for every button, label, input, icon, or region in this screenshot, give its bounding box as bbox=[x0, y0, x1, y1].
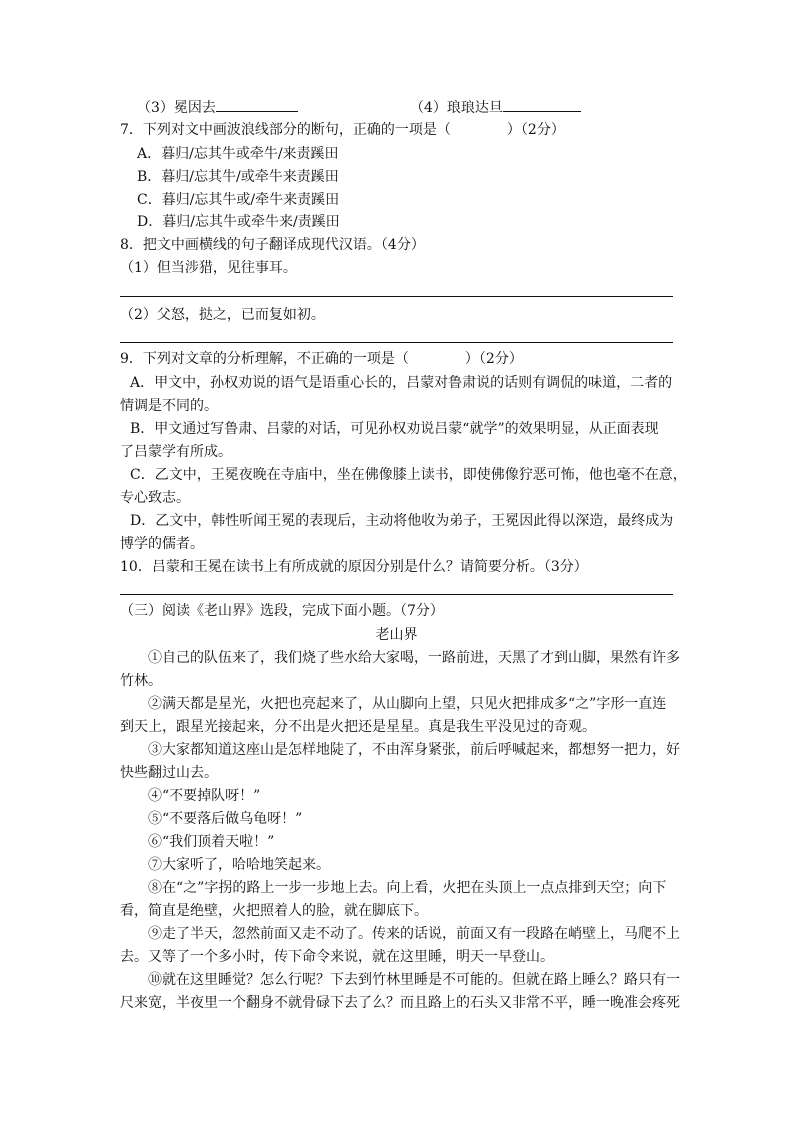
paragraph-3-line-1: ③大家都知道这座山是怎样地陡了，不由浑身紧张，前后呼喊起来，都想努一把力，好 bbox=[148, 742, 680, 758]
q9-option-a-line-2: 情调是不同的。 bbox=[120, 398, 218, 414]
q7-option-a: A．暮归/忘其牛或牵牛/来责蹊田 bbox=[137, 146, 339, 162]
paragraph-9-line-1: ⑨走了半天，忽然前面又走不动了。传来的话说，前面又有一段路在峭壁上，马爬不上 bbox=[148, 926, 680, 942]
q9-option-b-line-1: B．甲文通过写鲁肃、吕蒙的对话，可见孙权劝说吕蒙“就学”的效果明显，从正面表现 bbox=[130, 421, 659, 437]
q9-option-a-line-1: A．甲文中，孙权劝说的语气是语重心长的，吕蒙对鲁肃说的话则有调侃的味道，二者的 bbox=[130, 375, 673, 391]
q6-item-4 bbox=[410, 97, 581, 118]
q9-option-b-line-2: 了吕蒙学有所成。 bbox=[120, 444, 232, 460]
q9-option-c-line-2: 专心致志。 bbox=[120, 490, 190, 506]
q7-option-d: D．暮归/忘其牛或牵牛来/责蹊田 bbox=[137, 214, 340, 230]
paragraph-2-line-1: ②满天都是星光，火把也亮起来了，从山脚向上望，只见火把排成多“之”字形一直连 bbox=[148, 696, 667, 712]
q10-stem: 10．吕蒙和王冕在读书上有所成就的原因分别是什么？请简要分析。（3分） bbox=[120, 559, 588, 575]
q7-stem: 7．下列对文中画波浪线部分的断句，正确的一项是（ ）（2分） bbox=[120, 122, 565, 138]
paragraph-2-line-2: 到天上，跟星光接起来，分不出是火把还是星星。真是我生平没见过的奇观。 bbox=[120, 719, 596, 735]
paragraph-10-line-1: ⑩就在这里睡觉？怎么行呢？下去到竹林里睡是不可能的。但就在路上睡么？路只有一 bbox=[148, 972, 680, 988]
paragraph-10-line-2: 尺来宽，半夜里一个翻身不就骨碌下去了么？而且路上的石头又非常不平，睡一晚准会疼死 bbox=[120, 995, 680, 1011]
paragraph-8-line-2: 看，简直是绝壁，火把照着人的脸，就在脚底下。 bbox=[120, 903, 428, 919]
passage-title: 老山界 bbox=[375, 627, 418, 643]
paragraph-6: ⑥“我们顶着天啦！” bbox=[148, 834, 275, 850]
q6-item-3-label: （3）冕因去 bbox=[137, 100, 216, 116]
q6-item-4-label: （4）琅琅达旦 bbox=[410, 100, 503, 116]
q9-option-d-line-2: 博学的儒者。 bbox=[120, 536, 204, 552]
q10-answer-line[interactable] bbox=[120, 594, 673, 595]
paragraph-9-line-2: 去。又等了一个多小时，传下命令来说，就在这里睡，明天一早登山。 bbox=[120, 949, 554, 965]
paragraph-5: ⑤“不要落后做乌龟呀！” bbox=[148, 811, 303, 827]
paragraph-1-line-2: 竹林。 bbox=[120, 673, 162, 689]
paragraph-1-line-1: ①自己的队伍来了，我们烧了些水给大家喝，一路前进，天黑了才到山脚，果然有许多 bbox=[148, 650, 680, 666]
q8-sentence-2: （2）父怒，挞之，已而复如初。 bbox=[120, 307, 325, 323]
paragraph-4: ④“不要掉队呀！” bbox=[148, 788, 261, 804]
q8-answer-line-1[interactable] bbox=[120, 296, 673, 297]
paragraph-8-line-1: ⑧在“之”字拐的路上一步一步地上去。向上看，火把在头顶上一点点排到天空；向下 bbox=[148, 880, 667, 896]
q7-option-c: C．暮归/忘其牛或/牵牛来责蹊田 bbox=[137, 192, 340, 208]
q6-item-4-answer-blank[interactable] bbox=[503, 97, 581, 112]
section-3-heading: （三）阅读《老山界》选段，完成下面小题。（7分） bbox=[120, 603, 444, 619]
paragraph-7: ⑦大家听了，哈哈地笑起来。 bbox=[148, 857, 330, 873]
q9-stem: 9．下列对文章的分析理解，不正确的一项是（ ）（2分） bbox=[120, 351, 523, 367]
q6-item-3-answer-blank[interactable] bbox=[216, 97, 298, 112]
q7-option-b: B．暮归/忘其牛/或牵牛来责蹊田 bbox=[137, 169, 339, 185]
q9-option-c-line-1: C．乙文中，王冕夜晚在寺庙中，坐在佛像膝上读书，即使佛像狞恶可怖，他也毫不在意， bbox=[130, 467, 687, 483]
q9-option-d-line-1: D．乙文中，韩性听闻王冕的表现后，主动将他收为弟子，王冕因此得以深造，最终成为 bbox=[130, 513, 674, 529]
q8-answer-line-2[interactable] bbox=[120, 342, 673, 343]
q8-sentence-1: （1）但当涉猎，见往事耳。 bbox=[120, 260, 297, 276]
q6-item-3 bbox=[137, 97, 298, 118]
q8-stem: 8．把文中画横线的句子翻译成现代汉语。（4分） bbox=[120, 237, 425, 253]
paragraph-3-line-2: 快些翻过山去。 bbox=[120, 765, 218, 781]
